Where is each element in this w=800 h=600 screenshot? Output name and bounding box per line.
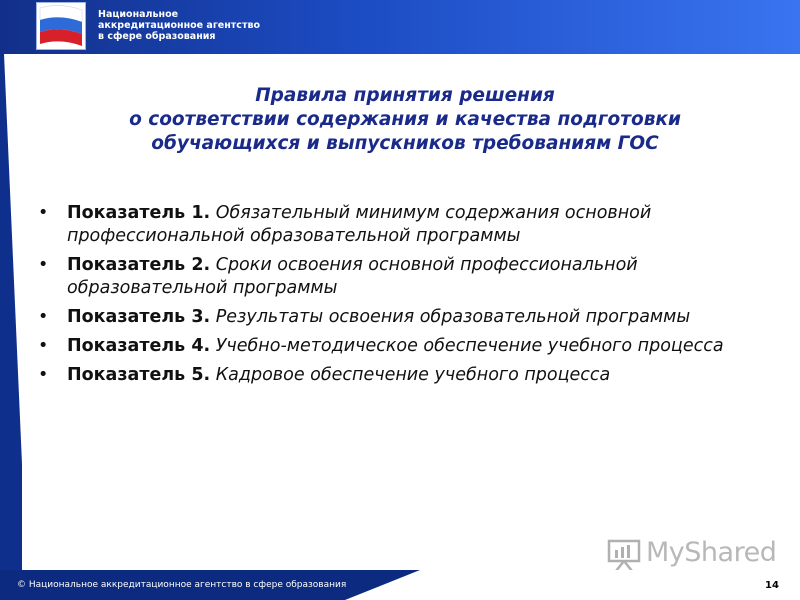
list-item (38, 335, 758, 358)
bullet-icon: • (38, 203, 49, 223)
indicator-text: Кадровое обеспечение учебного процесса (215, 365, 611, 385)
watermark-text: MyShared (646, 537, 777, 568)
title-line: о соответствии содержания и качества подготовки (129, 109, 681, 130)
slide-title (60, 84, 750, 156)
list-item (38, 306, 758, 329)
bullet-icon: • (38, 336, 49, 356)
presentation-board-icon (606, 537, 642, 573)
indicator-list (38, 202, 758, 393)
list-item (38, 254, 758, 300)
agency-name-line: Национальное (98, 9, 179, 20)
indicator-text: Сроки освоения основной профессиональной образовательной программы (67, 255, 638, 298)
indicator-label: Показатель 4. (67, 336, 211, 356)
indicator-text: Результаты освоения образовательной программы (215, 307, 691, 327)
indicator-label: Показатель 2. (67, 255, 211, 275)
bullet-icon: • (38, 307, 49, 327)
indicator-text: Учебно-методическое обеспечение учебного процесса (215, 336, 724, 356)
watermark (606, 535, 777, 575)
header-banner (0, 0, 800, 54)
title-line: Правила принятия решения (255, 85, 555, 106)
flag-logo-icon (36, 2, 86, 50)
indicator-label: Показатель 5. (67, 365, 211, 385)
bullet-icon: • (38, 365, 49, 385)
indicator-text: Обязательный минимум содержания основной профессиональной образовательной программы (67, 203, 652, 246)
footer-copyright: © Национальное аккредитационное агентство в сфере образования (17, 580, 347, 590)
footer (0, 570, 800, 600)
agency-name-line: в сфере образования (98, 31, 216, 42)
page-number: 14 (765, 580, 779, 591)
agency-name (98, 9, 260, 42)
left-side-stripe (0, 54, 22, 570)
title-line: обучающихся и выпускников требованиям ГОС (151, 133, 659, 154)
indicator-label: Показатель 1. (67, 203, 211, 223)
bullet-icon: • (38, 255, 49, 275)
agency-name-line: аккредитационное агентство (98, 20, 260, 31)
list-item (38, 364, 758, 387)
list-item (38, 202, 758, 248)
indicator-label: Показатель 3. (67, 307, 211, 327)
agency-logo (36, 2, 86, 50)
